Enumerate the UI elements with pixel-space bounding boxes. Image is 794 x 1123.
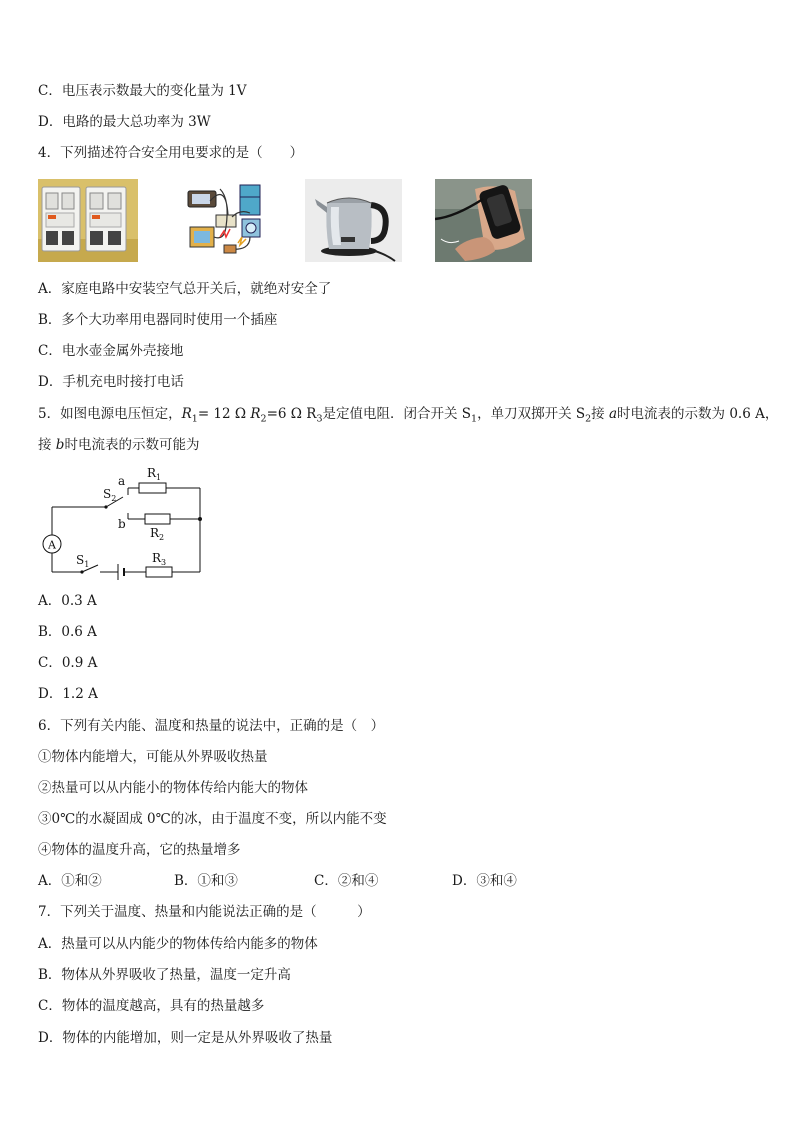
q6-stem: 6．下列有关内能、温度和热量的说法中，正确的是（ ） bbox=[38, 718, 385, 734]
label-s2: $S_2$ bbox=[103, 487, 117, 503]
q5-option-c: C．0.9 A bbox=[38, 655, 98, 671]
q7-option-a: A．热量可以从内能少的物体传给内能多的物体 bbox=[38, 936, 318, 952]
resistor-r1 bbox=[139, 483, 166, 493]
q4-stem: 4．下列描述符合安全用电要求的是（ ） bbox=[38, 145, 304, 161]
q6-statement-3: ③0℃的水凝固成 0℃的冰，由于温度不变，所以内能不变 bbox=[38, 811, 387, 827]
q7-option-c: C．物体的温度越高，具有的热量越多 bbox=[38, 998, 265, 1014]
circuit-breakers-photo bbox=[38, 179, 138, 262]
q4-option-c: C．电水壶金属外壳接地 bbox=[38, 343, 184, 359]
q7-option-d: D．物体的内能增加，则一定是从外界吸收了热量 bbox=[38, 1030, 333, 1046]
q3-option-c: C．电压表示数最大的变化量为 1V bbox=[38, 83, 247, 99]
label-s1: $S_1$ bbox=[76, 553, 90, 569]
q6-statement-2: ②热量可以从内能小的物体传给内能大的物体 bbox=[38, 780, 308, 796]
q6-option-d: D．③和④ bbox=[452, 873, 517, 889]
label-r2: $R_2$ bbox=[150, 526, 165, 542]
junction-dot bbox=[198, 517, 202, 521]
resistor-r3 bbox=[146, 567, 172, 577]
q6-option-c: C．②和④ bbox=[314, 873, 379, 889]
q6-option-b: B．①和③ bbox=[174, 873, 238, 889]
overloaded-socket-illustration bbox=[180, 179, 272, 262]
q5-option-a: A．0.3 A bbox=[38, 593, 97, 609]
q4-option-a: A．家庭电路中安装空气总开关后，就绝对安全了 bbox=[38, 281, 332, 297]
q5-stem-line2: 接 b时电流表的示数可能为 bbox=[38, 437, 200, 453]
q4-option-d: D．手机充电时接打电话 bbox=[38, 374, 184, 390]
q6-options-row bbox=[38, 872, 558, 890]
q7-option-b: B．物体从外界吸收了热量，温度一定升高 bbox=[38, 967, 291, 983]
q5-option-b: B．0.6 A bbox=[38, 624, 97, 640]
circuit-diagram bbox=[38, 462, 208, 580]
q4-option-b: B．多个大功率用电器同时使用一个插座 bbox=[38, 312, 278, 328]
label-r3: $R_3$ bbox=[152, 551, 167, 567]
q5-option-d: D．1.2 A bbox=[38, 686, 98, 702]
s1-pivot bbox=[80, 570, 83, 573]
label-b: b bbox=[118, 517, 126, 531]
ammeter-label: A bbox=[48, 538, 56, 552]
q6-statement-4: ④物体的温度升高，它的热量增多 bbox=[38, 842, 241, 858]
phone-charging-call-photo bbox=[435, 179, 532, 262]
q3-option-d: D．电路的最大总功率为 3W bbox=[38, 114, 211, 130]
s2-pivot bbox=[104, 505, 107, 508]
label-a: a bbox=[118, 474, 126, 488]
label-r1: $R_1$ bbox=[147, 466, 162, 482]
q7-stem: 7．下列关于温度、热量和内能说法正确的是（ ） bbox=[38, 904, 371, 920]
electric-kettle-photo bbox=[305, 179, 402, 262]
resistor-r2 bbox=[145, 514, 170, 524]
q6-option-a: A．①和② bbox=[38, 873, 102, 889]
q5-stem-line1: 5．如图电源电压恒定，$R_1= 12$ Ω $R_2=6$ Ω $R_3$是定值电阻．闭合开关 $S_1$，单刀双掷开关 $S_2$接 a时电流表的示数为 0.6 A， bbox=[38, 406, 779, 425]
q6-statement-1: ①物体内能增大，可能从外界吸收热量 bbox=[38, 749, 268, 765]
